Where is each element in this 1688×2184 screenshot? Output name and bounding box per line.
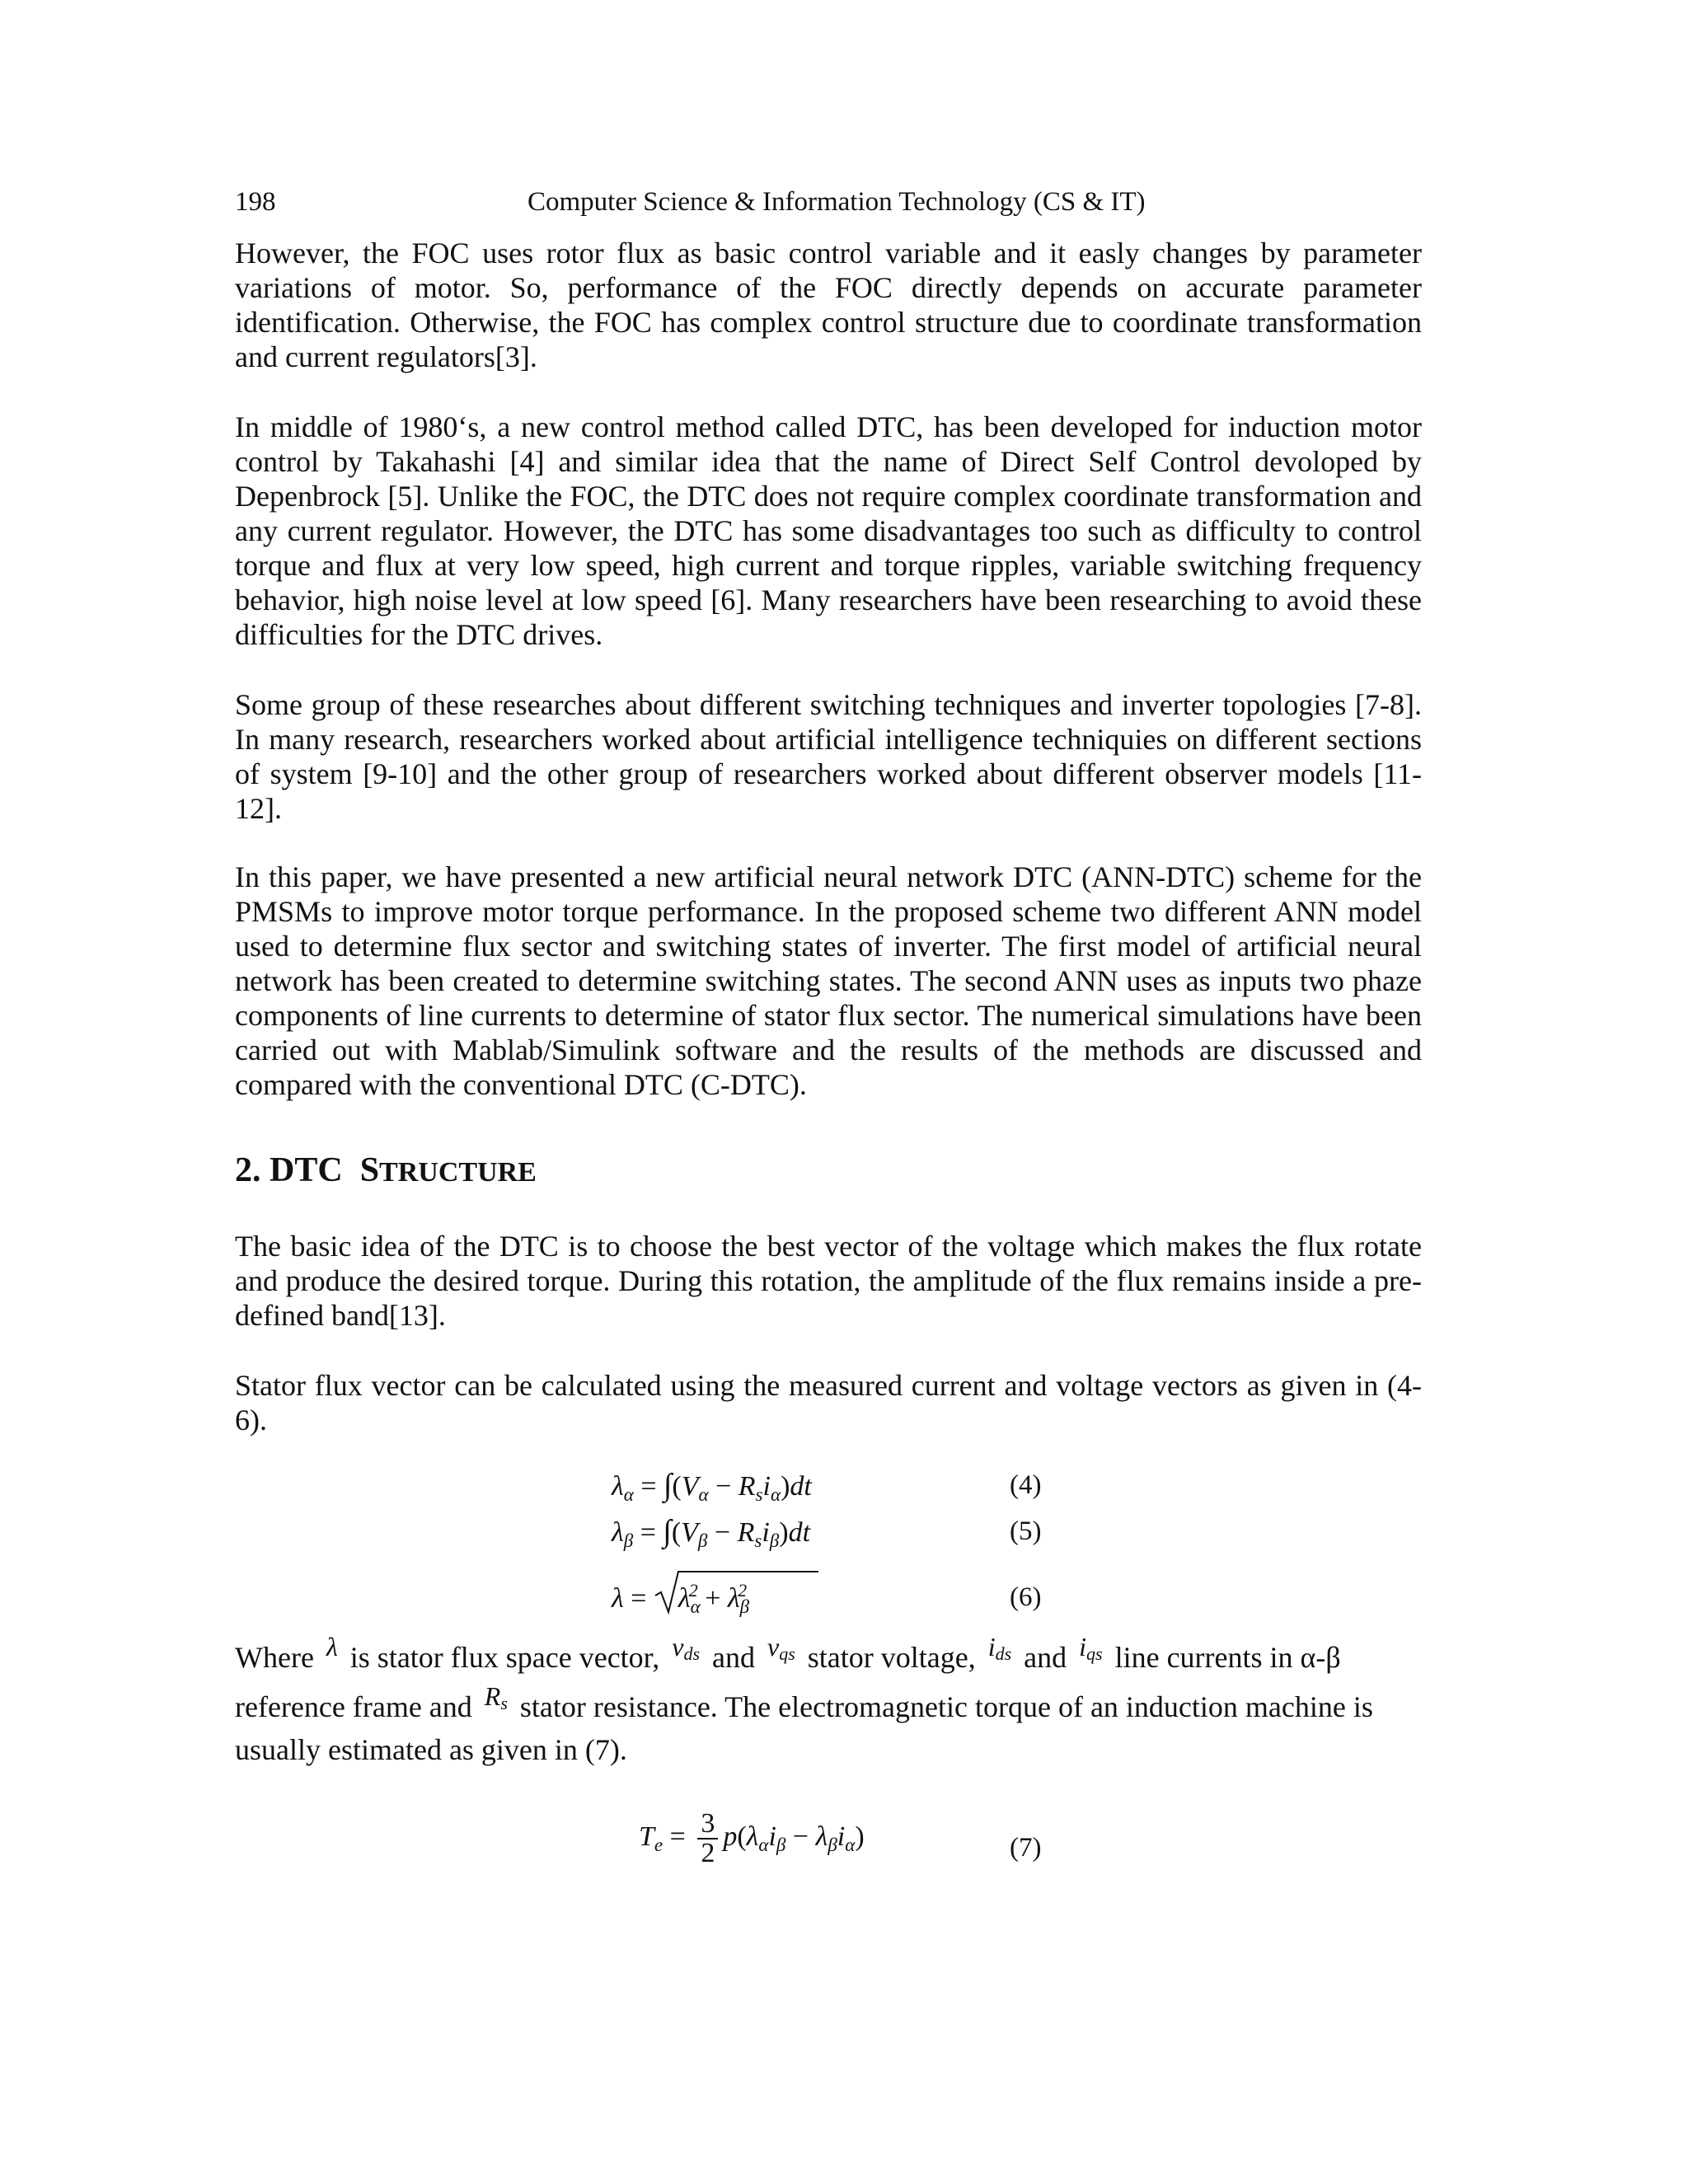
- paragraph-dtc-history: In middle of 1980‘s, a new control method called DTC, has been developed for induction motor control by Takahashi [4] and similar idea that the name of Direct Self Control devoloped by Depenbrock [5]. Unlike the FOC, the DTC does not require complex coordinate transformation and any current regulator. However, the DTC has some disadvantages too such as difficulty to control torque and flux at very low speed, high current and torque ripples, variable switching frequency behavior, high noise level at low speed [6]. Many researchers have been researching to avoid these difficulties for the DTC drives.: [235, 410, 1422, 651]
- section-heading: [235, 1149, 537, 1194]
- equation-6-number: (6): [1010, 1582, 1042, 1612]
- equation-5: $\lambda_\beta = \int(V_\beta - R_si_\beta)dt$: [612, 1514, 811, 1551]
- symbol-ids: ids: [987, 1632, 1012, 1664]
- square-root: $\lambda_\alpha^2 + \lambda_\beta^2$: [654, 1572, 747, 1625]
- where-text-5: stator resistance. The electromagnetic torque of an induction machine is: [519, 1690, 1373, 1723]
- paragraph-stator-flux: Stator flux vector can be calculated using the measured current and voltage vectors as given in (4-6).: [235, 1369, 1422, 1436]
- where-and-2: and: [1024, 1641, 1067, 1674]
- fraction-numerator: 3: [697, 1810, 718, 1840]
- symbol-iqs: iqs: [1079, 1632, 1103, 1664]
- equation-7-number: (7): [1010, 1833, 1042, 1863]
- equation-5-number: (5): [1010, 1516, 1042, 1546]
- symbol-lambda: λ: [326, 1632, 338, 1661]
- section-number: 2. DTC: [235, 1151, 343, 1189]
- running-header: [235, 183, 1422, 221]
- fraction-three-halves: [697, 1810, 718, 1868]
- equation-4: $\lambda_\alpha = \int(V_\alpha - R_si_\alpha)dt$: [612, 1468, 812, 1505]
- where-text-4: reference frame and: [235, 1690, 472, 1723]
- radical-sign-icon: [654, 1569, 818, 1615]
- section-title-initial: S: [359, 1151, 380, 1189]
- where-text-2: stator voltage,: [807, 1641, 976, 1674]
- paragraph-dtc-idea: The basic idea of the DTC is to choose the best vector of the voltage which makes the flux rotate and produce the desired torque. During this rotation, the amplitude of the flux remains inside a pre-defined band[13].: [235, 1230, 1422, 1332]
- symbol-vds: vds: [672, 1632, 700, 1664]
- page-number: 198: [235, 187, 276, 217]
- paragraph-contribution: In this paper, we have presented a new artificial neural network DTC (ANN-DTC) scheme for the PMSMs to improve motor torque performance. In the proposed scheme two different ANN model used to determine flux sector and switching states of inverter. The first model of artificial neural network has been created to determine switching states. The second ANN uses as inputs two phaze components of line currents to determine of stator flux sector. The numerical simulations have been carried out with Mablab/Simulink software and the results of the methods are discussed and compared with the conventional DTC (C-DTC).: [235, 860, 1422, 1101]
- journal-title: Computer Science & Information Technology (CS & IT): [528, 187, 1146, 217]
- equation-4-number: (4): [1010, 1470, 1042, 1500]
- paragraph-related-research: Some group of these researches about different switching techniques and inverter topologies [7-8]. In many research, researchers worked about artificial intelligence techniquies on different sections of system [9-10] and the other group of researchers worked about different observer models [11-12].: [235, 688, 1422, 825]
- paragraph-foc-limitations: However, the FOC uses rotor flux as basic control variable and it easly changes by parameter variations of motor. So, performance of the FOC directly depends on accurate parameter identification. Otherwise, the FOC has complex control structure due to coordinate transformation and current regulators[3].: [235, 237, 1422, 373]
- symbol-definitions: [235, 1632, 1422, 1767]
- where-text-1: is stator flux space vector,: [349, 1641, 660, 1674]
- where-and-1: and: [712, 1641, 755, 1674]
- equation-7: $T_e$ = $\frac{3}{2}$ $p(\lambda_\alpha i_\beta - \lambda_\beta i_\alpha)$: [639, 1808, 865, 1868]
- symbol-rs: Rs: [484, 1681, 508, 1713]
- equation-6: λ = $\lambda_\alpha^2 + \lambda_\beta^2$: [612, 1572, 747, 1625]
- symbol-vqs: vqs: [767, 1632, 795, 1664]
- where-word: Where: [235, 1641, 314, 1674]
- where-text-6: usually estimated as given in (7).: [235, 1733, 627, 1766]
- where-text-3: line currents in α-β: [1114, 1641, 1341, 1674]
- fraction-denominator: 2: [701, 1838, 715, 1868]
- section-title-rest: TRUCTURE: [379, 1157, 537, 1188]
